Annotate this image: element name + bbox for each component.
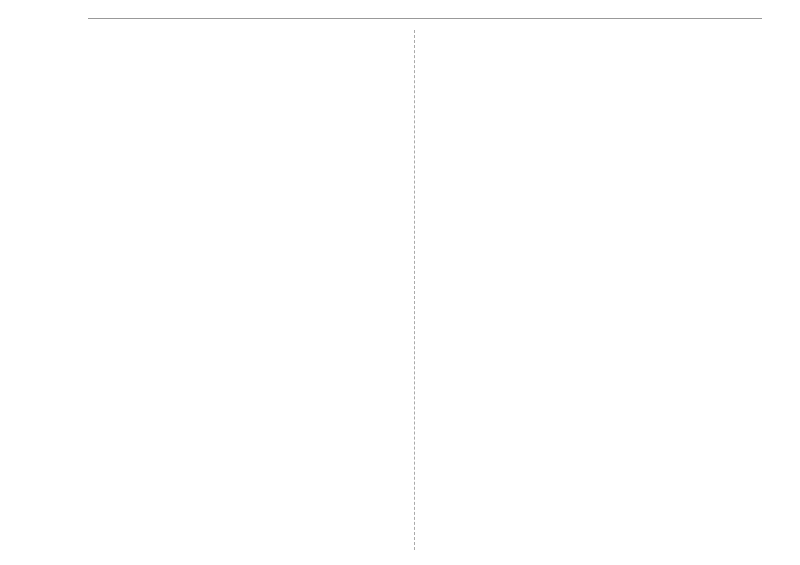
column-divider	[414, 30, 415, 550]
top-rule	[88, 18, 762, 19]
